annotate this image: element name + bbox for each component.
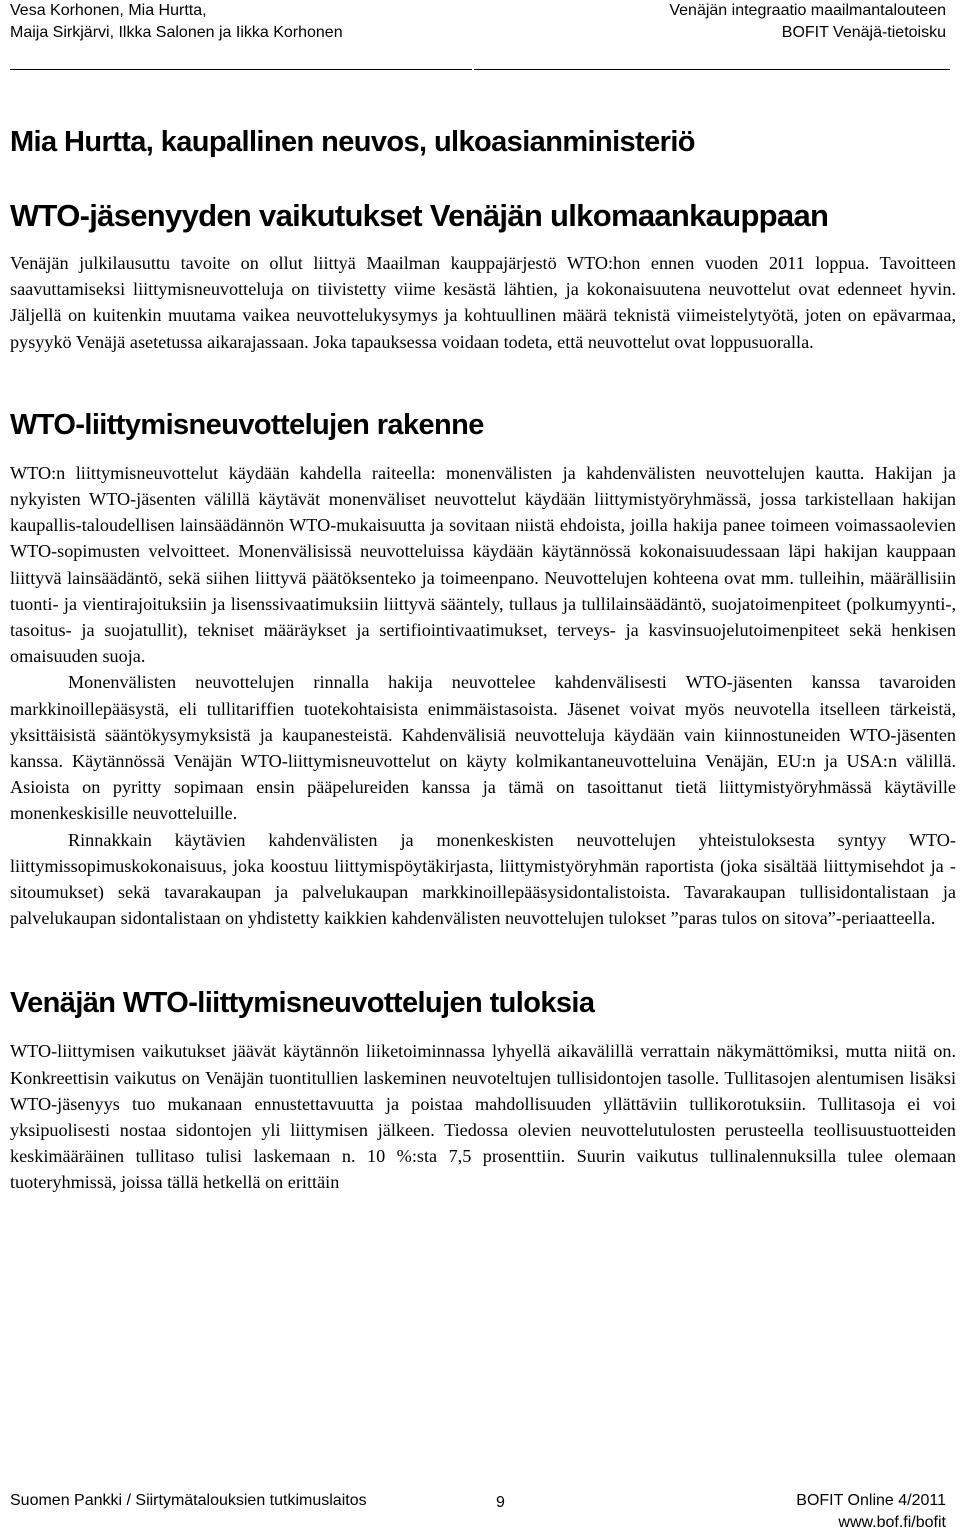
footer-issue: BOFIT Online 4/2011	[796, 1492, 946, 1509]
author-line: Mia Hurtta, kaupallinen neuvos, ulkoasianministeriö	[10, 126, 695, 158]
header-authors-line1: Vesa Korhonen, Mia Hurtta,	[10, 2, 207, 19]
article-title: WTO-jäsenyyden vaikutukset Venäjän ulkomaankauppaan	[10, 198, 829, 233]
header-publication-title: Venäjän integraatio maailmantalouteen	[669, 2, 946, 19]
header-divider	[10, 69, 950, 70]
main-content	[10, 122, 956, 1196]
footer-website: www.bof.fi/bofit	[838, 1514, 946, 1531]
page-number: 9	[496, 1494, 505, 1511]
section-heading-results: Venäjän WTO-liittymisneuvottelujen tuloksia	[10, 987, 595, 1020]
header-publication	[669, 0, 946, 44]
results-paragraph-1: WTO-liittymisen vaikutukset jäävät käytännön liiketoiminnassa lyhyellä aikavälillä verrattain näkymättömiksi, mutta niitä on. Konkreettisin vaikutus on Venäjän tuontitullien laskeminen neuvoteltujen tullisidontojen tasolle. Tullitasojen alentumisen lisäksi WTO-jäsenyys tuo mukanaan ennustettavuutta ja poistaa mahdollisuuden yllättäviin tullikorotuksiin. Tullitasoja ei voi yksipuolisesti nostaa sidontojen yli liittymisen jälkeen. Tiedossa olevien neuvottelutulosten perusteella teollisuustuotteiden keskimääräinen tullitaso tulisi laskemaan n. 10 %:sta 7,5 prosenttiin. Suurin vaikutus tullinalennuksilla tulee olemaan tuoteryhmissä, joissa tällä hetkellä on erittäin	[10, 1041, 956, 1193]
footer-institution: Suomen Pankki / Siirtymätalouksien tutkimuslaitos	[10, 1492, 367, 1509]
structure-paragraph-1: WTO:n liittymisneuvottelut käydään kahdella raiteella: monenvälisten ja kahdenvälisten neuvottelujen kautta. Hakijan ja nykyisten WTO-jäsenten välillä käytävät monenväliset neuvottelut käydään liittymistyöryhmässä, jossa tarkistellaan hakijan kaupallis-taloudellisen lainsäädännön WTO-mukaisuutta ja sovitaan niistä ehdoista, joilla hakija panee toimeen voimassaolevien WTO-sopimusten velvoitteet. Monenvälisissä neuvotteluissa käydään käytännössä kokonaisuudessaan läpi hakijan kauppaan liittyvä lainsäädäntö, sekä siihen liittyvä päätöksenteko ja toimeenpano. Neuvottelujen kohteena ovat mm. tulleihin, määrällisiin tuonti- ja vientirajoituksiin ja lisenssivaatimuksiin liittyvä sääntely, tullaus ja tullilainsäädäntö, suojatoimenpiteet (polkumyynti-, tasoitus- ja suojatullit), tekniset määräykset ja sertifiointivaatimukset, terveys- ja kasvinsuojelutoimenpiteet sekä henkisen omaisuuden suoja.	[10, 462, 956, 667]
page-footer	[10, 1490, 946, 1534]
structure-paragraph-3: Rinnakkain käytävien kahdenvälisten ja monenkeskisten neuvottelujen yhteistuloksesta syntyy WTO-liittymissopimuskokonaisuus, joka koostuu liittymispöytäkirjasta, liittymistyöryhmän raportista (joka sisältää liittymisehdot ja -sitoumukset) sekä tavarakaupan ja palvelukaupan markkinoillepääsysidontalistoista. Tavarakaupan tullisidontalistaan ja palvelukaupan sidontalistaan on yhdistetty kaikkien kahdenvälisten neuvottelujen tulokset ”paras tulos on sitova”-periaatteella.	[10, 829, 956, 929]
header-authors	[10, 0, 343, 44]
structure-paragraph-2: Monenvälisten neuvottelujen rinnalla hakija neuvottelee kahdenvälisesti WTO-jäsenten kanssa tavaroiden markkinoillepääsystä, eli tullitariffien tuotekohtaisista enimmäistasoista. Jäsenet voivat myös neuvotella itselleen tärkeistä, yksittäisistä sääntökysymyksistä ja kaupanesteistä. Kahdenvälisiä neuvotteluja käydään vain kiinnostuneiden WTO-jäsenten kanssa. Käytännössä Venäjän WTO-liittymisneuvottelut on käyty kolmikantaneuvotteluina Venäjän, EU:n ja USA:n välillä. Asioista on pyritty sopimaan ensin pääpelureiden kanssa ja tämä on tasoittanut tietä liittymistyöryhmässä käytäville monenkeskisille neuvotteluille.	[10, 672, 956, 824]
header-divider-gap	[472, 66, 474, 72]
page-header	[10, 0, 946, 72]
header-authors-line2: Maija Sirkjärvi, Ilkka Salonen ja Iikka Korhonen	[10, 24, 343, 41]
header-publication-series: BOFIT Venäjä-tietoisku	[781, 24, 946, 41]
footer-publication	[796, 1490, 946, 1534]
section-heading-structure: WTO-liittymisneuvottelujen rakenne	[10, 408, 484, 441]
intro-paragraph: Venäjän julkilausuttu tavoite on ollut liittyä Maailman kauppajärjestö WTO:hon ennen vuoden 2011 loppua. Tavoitteen saavuttamiseksi liittymisneuvotteluja on tiivistetty viime kesästä lähtien, ja kokonaisuutena neuvottelut ovat edenneet hyvin. Jäljellä on kuitenkin muutama vaikea neuvottelukysymys ja kohtuullinen määrä teknistä viimeistelytyötä, joten on epävarmaa, pysyykö Venäjä asetetussa aikarajassaan. Joka tapauksessa voidaan todeta, että neuvottelut ovat loppusuoralla.	[10, 253, 956, 352]
